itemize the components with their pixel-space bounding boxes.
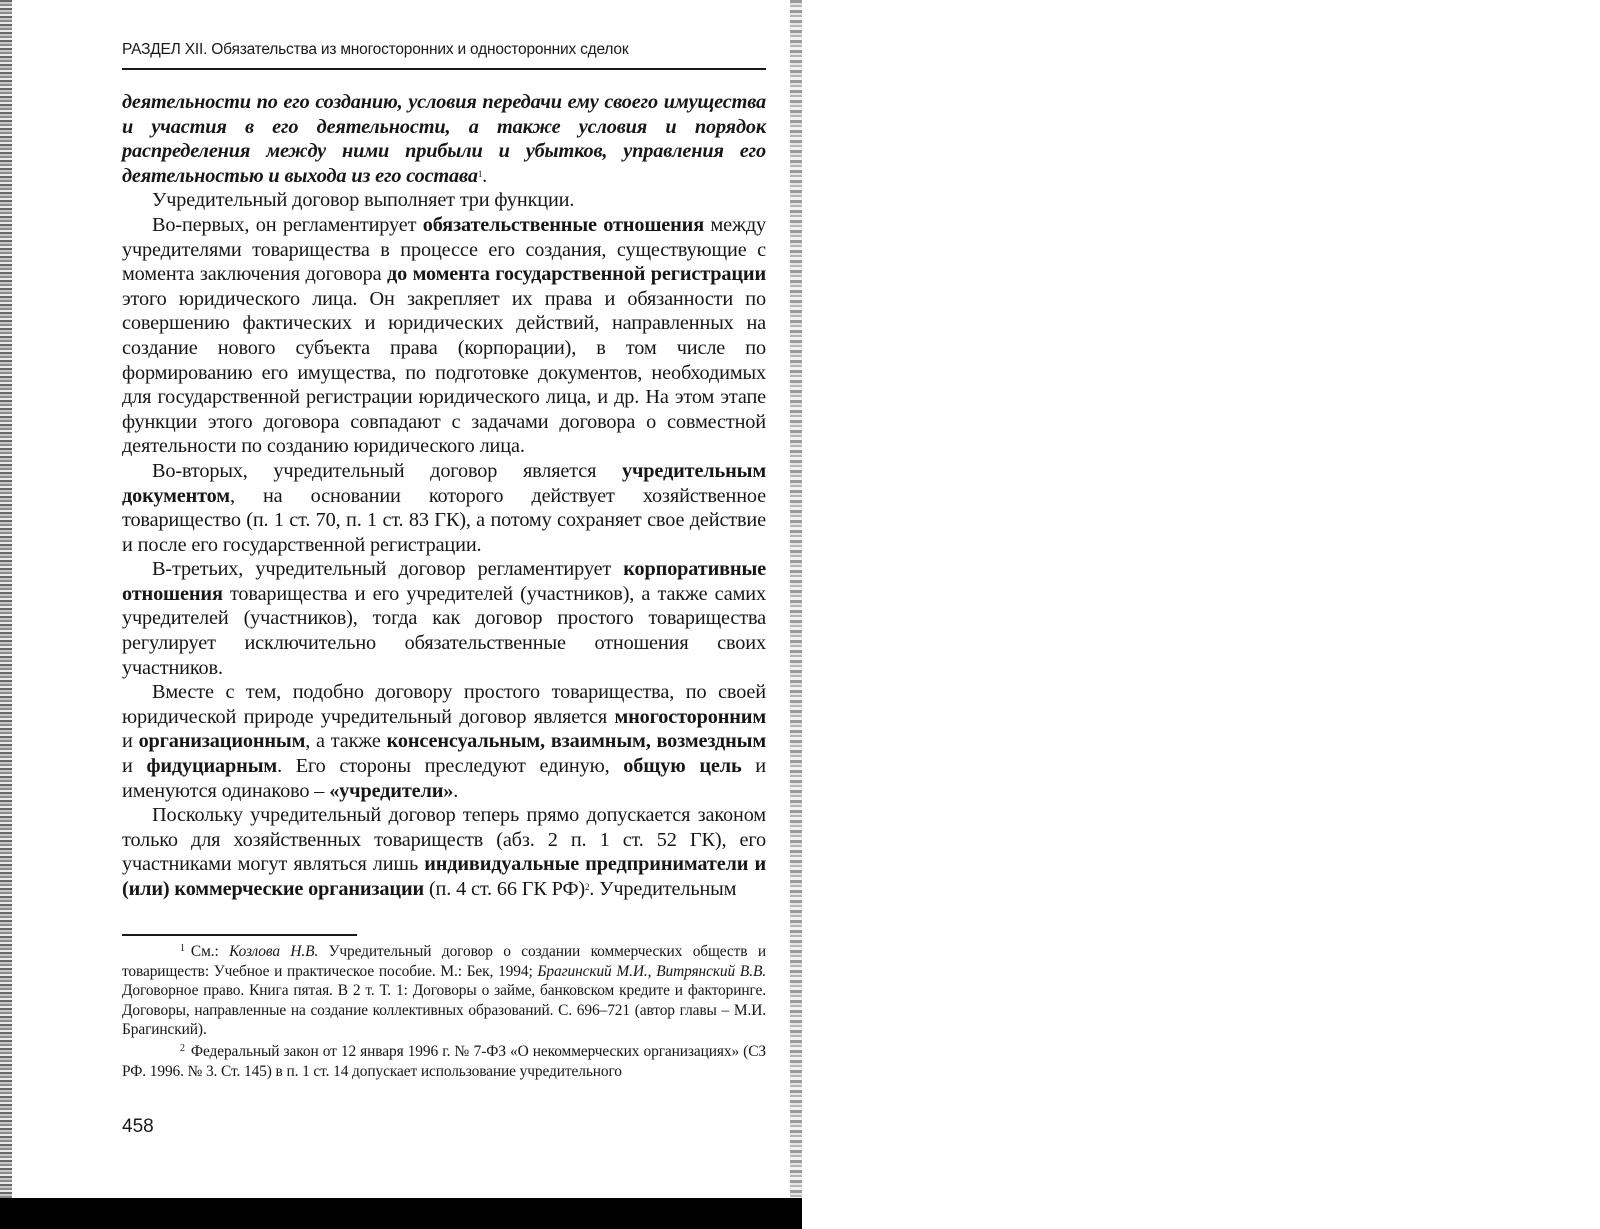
header-rule: [122, 68, 766, 70]
text-run: Вместе с тем, подобно договору простого товарищества, по своей юридической природе учредительный договор является: [122, 681, 766, 728]
bold-term: индивидуальные предприниматели и (или) коммерческие организации: [122, 853, 766, 900]
author-name: Козлова Н.В.: [229, 943, 319, 960]
author-name: Брагинский М.И., Витрянский В.В.: [537, 962, 766, 980]
text-run: Во-первых, он регламентирует: [152, 213, 423, 236]
bold-term: фидуциарным: [146, 755, 278, 778]
text-run: Поскольку учредительный договор теперь прямо допускается законом только для хозяйственных товариществ (абз. 2 п. 1 ст. 52 ГК), его участниками могут являться лишь: [122, 804, 766, 876]
text-run: . Его стороны преследуют единую,: [277, 755, 624, 778]
lead-bold-italic: деятельности по его созданию, условия передачи ему своего имущества и участия в его деятельности, а также условия и порядок распределения между ними прибыли и убытков, управления его деятельностью и выхода из его состава: [122, 91, 766, 187]
footnote-2: [122, 1042, 766, 1081]
scan-edge-left: [0, 0, 12, 1200]
text-run: В-третьих, учредительный договор регламентирует: [152, 558, 624, 581]
body-text: [122, 90, 766, 902]
bold-term: «учредители»: [329, 779, 454, 802]
footnote-1: [122, 942, 766, 1040]
footnotes: [122, 942, 766, 1083]
text-run: и: [122, 755, 147, 778]
bold-term: консенсуальным, взаимным, возмездным: [386, 730, 766, 753]
footnote-mark-2: 2: [180, 1042, 185, 1054]
text-run: Учредительный договор о создании коммерческих обществ и товариществ: Учебное и практическое пособие. М.: Бек, 1994;: [122, 943, 766, 980]
bold-term: общую цель: [623, 755, 742, 778]
text-run: Во-вторых, учредительный договор является: [152, 459, 622, 482]
paragraph-6: [122, 680, 766, 803]
bold-term: многосторонним: [614, 705, 766, 728]
text-run: См.:: [190, 943, 230, 960]
scan-bottom-border: [0, 1198, 802, 1229]
text-run: Федеральный закон от 12 января 1996 г. № 7-ФЗ «О некоммерческих организациях» (СЗ РФ. 1996. № 3. Ст. 145) в п. 1 ст. 14 допускает использование учредительного: [122, 1042, 766, 1080]
page-number: 458: [122, 1116, 154, 1137]
footnote-ref-1: 1: [477, 168, 483, 179]
bold-term: учредительным документом: [122, 459, 766, 507]
text-run: между учредителями товарищества в процессе его создания, существующие с момента заключения договора: [122, 213, 767, 286]
scan-edge-right: [790, 0, 802, 1200]
text-run: этого юридического лица. Он закрепляет их права и обязанности по совершению фактических и юридических действий, направленных на создание нового субъекта права (корпорации), в том числе по формированию его имущества, по подготовке документов, необходимых для государственной регистрации юридического лица, и др. На этом этапе функции этого договора совпадают с задачами договора о совместной деятельности по созданию юридического лица.: [122, 287, 766, 458]
text-run: и именуются одинаково –: [122, 755, 766, 802]
text-run: , а также: [305, 730, 387, 753]
paragraph-3: [122, 213, 766, 459]
paragraph-4: [122, 459, 766, 557]
paragraph-5: [122, 557, 766, 680]
paragraph-1: [122, 90, 766, 188]
footnote-rule: [122, 934, 357, 936]
running-head: РАЗДЕЛ XII. Обязательства из многосторонних и односторонних сделок: [122, 41, 629, 58]
paragraph-7: [122, 803, 766, 901]
text-run: . Учредительным: [589, 878, 737, 900]
bold-term: обязательственные отношения: [422, 213, 705, 236]
text-run: , на основании которого действует хозяйственное товарищество (п. 1 ст. 70, п. 1 ст. 83 ГК), а потому сохраняет свое действие и после его государственной регистрации.: [122, 484, 766, 556]
paragraph-2: Учредительный договор выполняет три функции.: [152, 189, 575, 212]
footnote-ref-2: 2: [584, 882, 590, 892]
bold-term: корпоративные отношения: [122, 558, 766, 605]
text-run: (п. 4 ст. 66 ГК РФ): [424, 878, 585, 900]
text-run: .: [453, 779, 459, 802]
text-run: товарищества и его учредителей (участников), а также самих учредителей (участников), тогда как договор простого товарищества регулирует исключительно обязательственные отношения своих участников.: [122, 582, 766, 679]
footnote-mark-1: 1: [180, 943, 185, 954]
text-run: и: [122, 730, 139, 753]
bold-term: организационным: [138, 730, 306, 753]
bold-term: до момента государственной регистрации: [386, 263, 766, 286]
text-run: Договорное право. Книга пятая. В 2 т. Т. 1: Договоры о займе, банковском кредите и факторинге. Договоры, направленные на создание коллективных образований. С. 696–721 (автор главы – М.И. Брагинский).: [122, 982, 766, 1039]
text-run: .: [482, 164, 488, 187]
